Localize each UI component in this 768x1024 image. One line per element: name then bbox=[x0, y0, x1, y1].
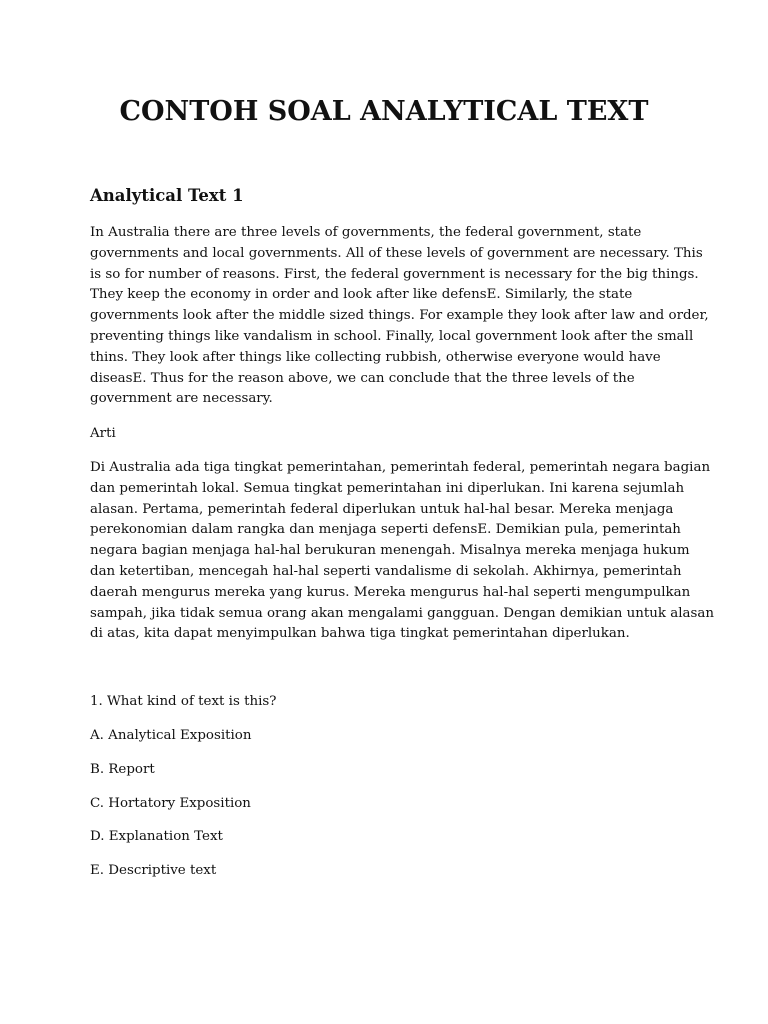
translation-label: Arti bbox=[90, 426, 116, 441]
question-text: 1. What kind of text is this? bbox=[90, 694, 277, 709]
paragraph-line: perekonomian dalam rangka dan menjaga seperti defensE. Demikian pula, pemerintah bbox=[90, 522, 681, 538]
paragraph-line: They keep the economy in order and look after like defensE. Similarly, the state bbox=[90, 287, 633, 303]
paragraph-line: thins. They look after things like collecting rubbish, otherwise everyone would have bbox=[90, 349, 661, 365]
paragraph-line: dan pemerintah lokal. Semua tingkat pemerintahan ini diperlukan. Ini karena sejumlah bbox=[90, 480, 685, 496]
paragraph-line: governments look after the middle sized things. For example they look after law and order, bbox=[90, 308, 709, 324]
paragraph-line: is so for number of reasons. First, the federal government is necessary for the big things. bbox=[90, 266, 699, 282]
paragraph-line: dan ketertiban, mencegah hal-hal seperti vandalisme di sekolah. Akhirnya, pemerintah bbox=[90, 563, 682, 579]
answer-option-c: C. Hortatory Exposition bbox=[90, 796, 251, 811]
paragraph-line: negara bagian menjaga hal-hal berukuran menengah. Misalnya mereka menjaga hukum bbox=[90, 543, 690, 559]
paragraph-line: alasan. Pertama, pemerintah federal diperlukan untuk hal-hal besar. Mereka menjaga bbox=[90, 501, 674, 517]
paragraph-line: sampah, jika tidak semua orang akan mengalami gangguan. Dengan demikian untuk alasan bbox=[90, 605, 715, 621]
section-heading: Analytical Text 1 bbox=[90, 186, 244, 205]
english-paragraph bbox=[90, 223, 709, 410]
answer-option-a: A. Analytical Exposition bbox=[90, 728, 252, 743]
indonesian-paragraph bbox=[90, 458, 715, 645]
paragraph-line: governments and local governments. All of these levels of government are necessary. This bbox=[90, 245, 703, 261]
paragraph-line: di atas, kita dapat menyimpulkan bahwa tiga tingkat pemerintahan diperlukan. bbox=[90, 626, 630, 642]
paragraph-line: government are necessary. bbox=[90, 391, 273, 407]
paragraph-line: daerah mengurus mereka yang kurus. Mereka mengurus hal-hal seperti mengumpulkan bbox=[90, 584, 691, 600]
paragraph-line: Di Australia ada tiga tingkat pemerintahan, pemerintah federal, pemerintah negara bagian bbox=[90, 460, 711, 475]
answer-option-d: D. Explanation Text bbox=[90, 829, 223, 844]
answer-option-b: B. Report bbox=[90, 762, 155, 777]
paragraph-line: preventing things like vandalism in school. Finally, local government look after the small bbox=[90, 328, 694, 344]
document-title: CONTOH SOAL ANALYTICAL TEXT bbox=[119, 96, 649, 127]
paragraph-line: diseasE. Thus for the reason above, we can conclude that the three levels of the bbox=[90, 370, 635, 386]
answer-option-e: E. Descriptive text bbox=[90, 863, 217, 878]
paragraph-line: In Australia there are three levels of governments, the federal government, state bbox=[90, 225, 642, 240]
